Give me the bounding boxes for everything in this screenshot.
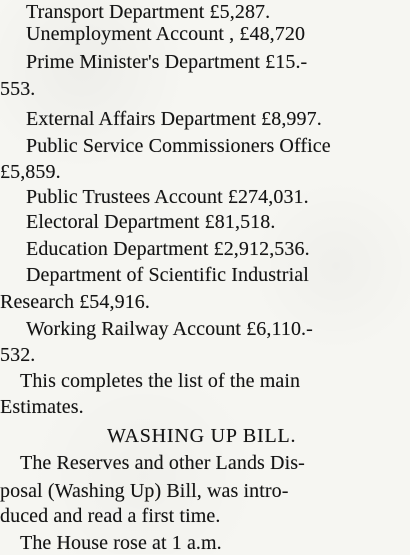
estimate-line: Electoral Department £81,518. bbox=[26, 211, 276, 233]
body-line: This completes the list of the main bbox=[20, 370, 301, 392]
estimate-line: 532. bbox=[0, 344, 36, 366]
estimate-line: Public Service Commissioners Office bbox=[26, 135, 331, 157]
body-line: posal (Washing Up) Bill, was intro- bbox=[0, 480, 289, 502]
estimate-line: Prime Minister's Department £15.- bbox=[26, 51, 308, 73]
estimate-line: Transport Department £5,287. bbox=[26, 1, 271, 23]
estimate-line: 553. bbox=[0, 78, 36, 100]
body-line: The Reserves and other Lands Dis- bbox=[20, 452, 305, 474]
body-line: The House rose at 1 a.m. bbox=[20, 532, 222, 554]
estimate-line: £5,859. bbox=[0, 161, 61, 183]
estimate-line: Department of Scientific Industrial bbox=[26, 264, 309, 286]
estimate-line: Public Trustees Account £274,031. bbox=[26, 186, 309, 208]
estimate-line: Education Department £2,912,536. bbox=[26, 238, 310, 260]
estimate-line: Working Railway Account £6,110.- bbox=[26, 318, 313, 340]
estimate-line: External Affairs Department £8,997. bbox=[26, 108, 322, 130]
body-line: Estimates. bbox=[0, 396, 84, 418]
section-heading: WASHING UP BILL. bbox=[107, 425, 297, 447]
body-line: duced and read a first time. bbox=[0, 505, 221, 527]
estimate-line: Research £54,916. bbox=[0, 291, 150, 313]
estimate-line: Unemployment Account , £48,720 bbox=[26, 23, 306, 45]
